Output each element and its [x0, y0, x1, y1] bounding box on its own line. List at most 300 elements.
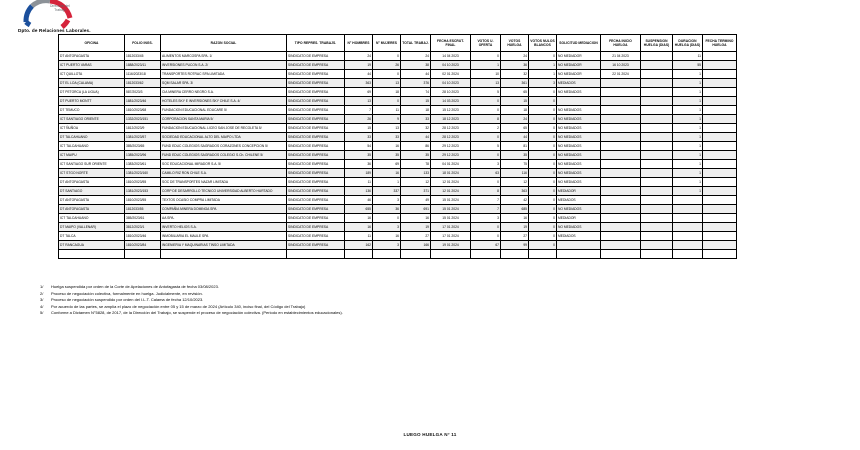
cell-fecha-inicio-huelga: 22 01 2024 [601, 70, 641, 79]
cell-folio: 1888/2023/11 [125, 61, 161, 70]
cell-votos-huelga: 32 [501, 70, 529, 79]
cell-tipo-representacion: SINDICATO DE EMPRESA [287, 61, 345, 70]
cell-solicitud-mediacion: NO MEDIADOS [557, 160, 601, 169]
cell-solicitud-mediacion: NO MEDIADOS [557, 223, 601, 232]
cell-duracion-huelga [673, 205, 703, 214]
cell-oficina: DT MAIPO (VALLENAR) [59, 223, 125, 232]
cell-empty [345, 250, 373, 259]
cell-empty [557, 250, 601, 259]
cell-fecha-inicio-huelga [601, 97, 641, 106]
cell-n-mujeres: 36 [373, 205, 401, 214]
cell-fecha-escrutinio: 04 10 2023 [431, 61, 471, 70]
footnote-text: Por acuerdo de las partes, se amplía el plazo de negociación entre 05 y 15 de marzo de 2024 (Artículo 340, inciso final, del Código del Trabajo) [51, 303, 306, 309]
footnote-text: Proceso de negociación suspendido por orden del I.L.T. Calama de fecha 12/10/2023. [51, 297, 204, 303]
cell-votos-ultima-oferta: 63 [471, 169, 501, 178]
cell-empty [401, 250, 431, 259]
cell-empty [59, 250, 125, 259]
cell-duracion-huelga: 1 [673, 88, 703, 97]
cell-n-mujeres: 3 [373, 223, 401, 232]
cell-oficina: DT SANTIAGO [59, 187, 125, 196]
table-row[interactable] [59, 178, 737, 187]
cell-oficina: ICT MAIPU [59, 151, 125, 160]
cell-duracion-huelga: 1 [673, 160, 703, 169]
cell-oficina: ICT STGO NORTE [59, 169, 125, 178]
cell-fecha-inicio-huelga [601, 169, 641, 178]
cell-total-trabajadores: 376 [401, 79, 431, 88]
cell-razon-social: INVERTO HELIOS S.A. [161, 223, 287, 232]
footnote-text: Proceso de negociación colectiva, formalmente en huelga. Judicialmente, en revisión. [51, 290, 203, 296]
cell-fecha-termino-huelga [703, 115, 737, 124]
cell-fecha-inicio-huelga [601, 205, 641, 214]
cell-votos-huelga: 361 [501, 79, 529, 88]
cell-solicitud-mediacion: NO MEDIADOS [557, 106, 601, 115]
cell-fecha-escrutinio: 15 12 2023 [431, 106, 471, 115]
cell-n-hombres: 26 [345, 115, 373, 124]
cell-empty [471, 250, 501, 259]
cell-tipo-representacion: SINDICATO DE EMPRESA [287, 205, 345, 214]
table-row[interactable] [59, 115, 737, 124]
cell-folio: 1116/2023/18 [125, 70, 161, 79]
cell-razon-social: INMOBILIARIA EL MAULE SPA [161, 232, 287, 241]
cell-votos-ultima-oferta: 0 [471, 151, 501, 160]
cell-fecha-escrutinio: 14 03 2023 [431, 97, 471, 106]
cell-n-mujeres: 0 [373, 70, 401, 79]
cell-votos-huelga: 12 [501, 178, 529, 187]
cell-solicitud-mediacion: MEDIADOS [557, 196, 601, 205]
cell-total-trabajadores: 19 [401, 223, 431, 232]
cell-fecha-escrutinio: 04 10 2023 [431, 79, 471, 88]
cell-fecha-termino-huelga [703, 70, 737, 79]
cell-votos-ultima-oferta: 3 [471, 214, 501, 223]
cell-votos-nulos-blancos: 3 [529, 79, 557, 88]
cell-empty [501, 250, 529, 259]
footnote [40, 284, 830, 291]
cell-duracion-huelga: 1 [673, 133, 703, 142]
cell-total-trabajadores: 16 [401, 214, 431, 223]
cell-n-mujeres: 0 [373, 214, 401, 223]
cell-n-hombres: 15 [345, 124, 373, 133]
cell-fecha-inicio-huelga: 16 10 2023 [601, 61, 641, 70]
table-header [59, 35, 737, 52]
cell-fecha-inicio-huelga [601, 151, 641, 160]
cell-n-hombres: 162 [345, 241, 373, 250]
cell-suspension-huelga [641, 196, 673, 205]
cell-tipo-representacion: SINDICATO DE EMPRESA [287, 178, 345, 187]
cell-fecha-escrutinio: 15 01 2024 [431, 196, 471, 205]
cell-fecha-inicio-huelga [601, 214, 641, 223]
table-row[interactable] [59, 214, 737, 223]
direccion-del-trabajo-logo [18, 0, 82, 30]
cell-duracion-huelga [673, 196, 703, 205]
cell-suspension-huelga [641, 115, 673, 124]
footnote-text: Huelga suspendida por orden de la Corte de Apelaciones de Antofagasta de fecha 03/08/2023. [51, 284, 219, 289]
cell-n-mujeres: 1 [373, 178, 401, 187]
cell-n-hombres: 136 [345, 187, 373, 196]
cell-votos-nulos-blancos: 0 [529, 187, 557, 196]
cell-suspension-huelga [641, 61, 673, 70]
cell-total-trabajadores: 12 [401, 178, 431, 187]
cell-votos-huelga: 81 [501, 142, 529, 151]
col-header-n-hombres: N° HOMBRES [345, 35, 373, 52]
cell-n-hombres: 46 [345, 196, 373, 205]
cell-folio: 3812/2023/1 [125, 223, 161, 232]
cell-suspension-huelga [641, 151, 673, 160]
cell-fecha-termino-huelga [703, 205, 737, 214]
cell-folio: 1810/2023/55 [125, 178, 161, 187]
footnote-index: 1/ [40, 284, 44, 289]
cell-votos-ultima-oferta: 1 [471, 61, 501, 70]
cell-votos-huelga: 685 [501, 205, 529, 214]
cell-empty [287, 250, 345, 259]
table-row[interactable] [59, 61, 737, 70]
cell-n-hombres: 11 [345, 178, 373, 187]
cell-n-mujeres: 16 [373, 142, 401, 151]
cell-suspension-huelga [641, 178, 673, 187]
cell-votos-nulos-blancos: 0 [529, 151, 557, 160]
cell-votos-huelga: 44 [501, 133, 529, 142]
table-row[interactable] [59, 88, 737, 97]
cell-n-hombres: 16 [345, 214, 373, 223]
cell-fecha-termino-huelga [703, 52, 737, 61]
cell-votos-nulos-blancos: 0 [529, 133, 557, 142]
cell-folio: 1812/2023/9 [125, 124, 161, 133]
cell-fecha-inicio-huelga [601, 160, 641, 169]
cell-total-trabajadores: 133 [401, 169, 431, 178]
cell-votos-huelga: 27 [501, 232, 529, 241]
cell-votos-ultima-oferta: 8 [471, 115, 501, 124]
cell-votos-huelga: 75 [501, 160, 529, 169]
cell-votos-ultima-oferta: 0 [471, 133, 501, 142]
cell-suspension-huelga [641, 88, 673, 97]
cell-empty [125, 250, 161, 259]
table-row[interactable] [59, 223, 737, 232]
cell-votos-ultima-oferta: 13 [471, 79, 501, 88]
cell-n-mujeres: 0 [373, 97, 401, 106]
cell-fecha-termino-huelga [703, 169, 737, 178]
cell-oficina: ICT PUERTO VARAS [59, 61, 125, 70]
logo-line-2: Trabajo [54, 8, 66, 13]
cell-fecha-escrutinio: 17 01 2024 [431, 223, 471, 232]
cell-fecha-inicio-huelga [601, 124, 641, 133]
cell-fecha-inicio-huelga [601, 232, 641, 241]
cell-duracion-huelga: 1 [673, 187, 703, 196]
cell-total-trabajadores: 371 [401, 187, 431, 196]
table-row[interactable] [59, 97, 737, 106]
cell-votos-huelga: 35 [501, 151, 529, 160]
cell-votos-ultima-oferta: 3 [471, 160, 501, 169]
cell-duracion-huelga: 1 [673, 169, 703, 178]
cell-total-trabajadores: 15 [401, 97, 431, 106]
cell-total-trabajadores: 49 [401, 196, 431, 205]
department-label: Dpto. de Relaciones Laborales. [18, 28, 91, 33]
table-header-row [59, 35, 737, 52]
cell-votos-nulos-blancos: 0 [529, 52, 557, 61]
cell-n-hombres: 189 [345, 169, 373, 178]
cell-votos-ultima-oferta: 67 [471, 241, 501, 250]
cell-votos-huelga: 65 [501, 88, 529, 97]
footnotes-block [40, 284, 830, 317]
cell-folio: 1385/2023/96 [125, 151, 161, 160]
cell-razon-social: SQM SALAR SPA. 3/ [161, 79, 287, 88]
cell-empty [431, 250, 471, 259]
cell-razon-social: INGENIERIA Y MAQUINARIAS TINSO LIMITADA [161, 241, 287, 250]
cell-votos-nulos-blancos: 0 [529, 178, 557, 187]
cell-suspension-huelga [641, 187, 673, 196]
cell-fecha-escrutinio: 17 01 2024 [431, 232, 471, 241]
table-row[interactable] [59, 52, 737, 61]
cell-razon-social: SOC DE TRANSPORTES NAZAR LIMITADA [161, 178, 287, 187]
cell-total-trabajadores: 18 [401, 106, 431, 115]
cell-suspension-huelga [641, 232, 673, 241]
cell-n-hombres: 36 [345, 160, 373, 169]
table-row[interactable] [59, 142, 737, 151]
cell-razon-social: CAMILO RIZ RON CHILE S.A. [161, 169, 287, 178]
cell-tipo-representacion: SINDICATO DE EMPRESA [287, 52, 345, 61]
cell-votos-ultima-oferta: 0 [471, 97, 501, 106]
cell-fecha-escrutinio: 18 12 2023 [431, 115, 471, 124]
table-row[interactable] [59, 241, 737, 250]
cell-oficina: ICT QUILLOTA [59, 70, 125, 79]
cell-n-mujeres: 9 [373, 115, 401, 124]
cell-tipo-representacion: SINDICATO DE EMPRESA [287, 223, 345, 232]
cell-razon-social: CIA MINERA CERRO NEGRO S.A. [161, 88, 287, 97]
cell-duracion-huelga [673, 214, 703, 223]
cell-fecha-termino-huelga [703, 232, 737, 241]
cell-n-mujeres: 26 [373, 61, 401, 70]
table-row[interactable] [59, 196, 737, 205]
cell-fecha-escrutinio: 15 01 2024 [431, 214, 471, 223]
cell-n-mujeres: 13 [373, 79, 401, 88]
cell-folio: 1381/2023/153 [125, 187, 161, 196]
table-body [59, 52, 737, 259]
cell-folio: 1381/2023/160 [125, 169, 161, 178]
table-row-empty [59, 250, 737, 259]
cell-votos-huelga: 16 [501, 214, 529, 223]
cell-suspension-huelga [641, 214, 673, 223]
cell-n-mujeres: 3 [373, 241, 401, 250]
report-table-wrapper [58, 34, 737, 259]
cell-tipo-representacion: SINDICATO DE EMPRESA [287, 97, 345, 106]
cell-votos-huelga: 42 [501, 196, 529, 205]
cell-votos-nulos-blancos: 1 [529, 70, 557, 79]
cell-suspension-huelga [641, 205, 673, 214]
table-row[interactable] [59, 151, 737, 160]
cell-empty [673, 250, 703, 259]
cell-fecha-termino-huelga [703, 106, 737, 115]
cell-votos-ultima-oferta: 8 [471, 187, 501, 196]
cell-solicitud-mediacion: NO MEDIADOS [557, 178, 601, 187]
cell-suspension-huelga [641, 160, 673, 169]
table-row[interactable] [59, 106, 737, 115]
cell-razon-social: TRANSPORTES ROTRAC SPA LIMITADA [161, 70, 287, 79]
cell-fecha-escrutinio: 28 10 2023 [431, 88, 471, 97]
cell-votos-ultima-oferta: 0 [471, 52, 501, 61]
cell-n-mujeres: 33 [373, 133, 401, 142]
cell-folio: 1810/2023/55 [125, 196, 161, 205]
cell-suspension-huelga [641, 133, 673, 142]
cell-solicitud-mediacion: NO MEDIADOS [557, 115, 601, 124]
cell-n-hombres: 54 [345, 142, 373, 151]
cell-solicitud-mediacion: NO MEDIADOS [557, 205, 601, 214]
cell-fecha-termino-huelga [703, 88, 737, 97]
cell-duracion-huelga: 1 [673, 115, 703, 124]
cell-folio: 385/2023/65 [125, 142, 161, 151]
cell-votos-ultima-oferta: 0 [471, 178, 501, 187]
table-row[interactable] [59, 70, 737, 79]
cell-votos-huelga: 18 [501, 106, 529, 115]
cell-duracion-huelga: 1 [673, 70, 703, 79]
table-row[interactable] [59, 232, 737, 241]
cell-razon-social: HOTELES SKY E INVERSIONES SKY CHILE S.A. 4/ [161, 97, 287, 106]
cell-fecha-inicio-huelga [601, 79, 641, 88]
cell-n-mujeres: 35 [373, 151, 401, 160]
cell-fecha-escrutinio: 19 01 2024 [431, 241, 471, 250]
cell-empty [373, 250, 401, 259]
cell-n-mujeres: 16 [373, 169, 401, 178]
col-header-suspension-huelga: SUSPENSION HUELGA (DIAS) [641, 35, 673, 52]
cell-fecha-termino-huelga [703, 151, 737, 160]
cell-razon-social: FUNDACION EDUCACIONAL EDUCARE 5/ [161, 106, 287, 115]
cell-votos-huelga: 36 [501, 61, 529, 70]
footnote-index: 3/ [40, 297, 44, 303]
cell-duracion-huelga: 11 [673, 52, 703, 61]
cell-votos-nulos-blancos: 0 [529, 205, 557, 214]
cell-razon-social: SOCIEDAD EDUCACIONAL ALTO DEL MAIPO LTDA [161, 133, 287, 142]
footnote [40, 310, 830, 317]
cell-razon-social: ALIMENTOS MARCOSPA SPA. 1/ [161, 52, 287, 61]
cell-votos-ultima-oferta: 7 [471, 196, 501, 205]
cell-votos-nulos-blancos: 0 [529, 169, 557, 178]
cell-solicitud-mediacion: MEDIADOS [557, 232, 601, 241]
cell-oficina: ICT TALCAHUANO [59, 214, 125, 223]
cell-n-mujeres: 337 [373, 187, 401, 196]
table-row[interactable] [59, 187, 737, 196]
cell-votos-nulos-blancos: 0 [529, 115, 557, 124]
cell-solicitud-mediacion [557, 241, 601, 250]
cell-votos-nulos-blancos: 0 [529, 142, 557, 151]
table-row[interactable] [59, 205, 737, 214]
col-header-fecha-escrutinio: FECHA ESCRUT. FINAL [431, 35, 471, 52]
cell-suspension-huelga [641, 142, 673, 151]
table-row[interactable] [59, 133, 737, 142]
cell-total-trabajadores: 78 [401, 160, 431, 169]
cell-fecha-termino-huelga [703, 178, 737, 187]
cell-n-hombres: 69 [345, 88, 373, 97]
cell-fecha-inicio-huelga [601, 187, 641, 196]
table-row[interactable] [59, 169, 737, 178]
cell-folio: 1810/2023/46 [125, 232, 161, 241]
cell-suspension-huelga [641, 70, 673, 79]
col-header-fecha-inicio-huelga: FECHA INICIO HUELGA [601, 35, 641, 52]
col-header-fecha-termino-huelga: FECHA TERMINO HUELGA [703, 35, 737, 52]
cell-tipo-representacion: SINDICATO DE EMPRESA [287, 106, 345, 115]
cell-votos-nulos-blancos: 0 [529, 97, 557, 106]
cell-folio: 1383/2023/61 [125, 160, 161, 169]
cell-duracion-huelga: 1 [673, 142, 703, 151]
cell-votos-ultima-oferta: 0 [471, 223, 501, 232]
cell-votos-ultima-oferta: 10 [471, 70, 501, 79]
cell-tipo-representacion: SINDICATO DE EMPRESA [287, 187, 345, 196]
cell-n-hombres: 35 [345, 151, 373, 160]
cell-tipo-representacion: SINDICATO DE EMPRESA [287, 160, 345, 169]
cell-votos-ultima-oferta: 0 [471, 106, 501, 115]
cell-total-trabajadores: 24 [401, 52, 431, 61]
cell-total-trabajadores: 38 [401, 61, 431, 70]
cell-solicitud-mediacion: NO MEDIADOS [557, 88, 601, 97]
cell-votos-nulos-blancos: 0 [529, 196, 557, 205]
cell-duracion-huelga: 1 [673, 97, 703, 106]
cell-duracion-huelga: 1 [673, 151, 703, 160]
cell-n-mujeres: 11 [373, 106, 401, 115]
cell-fecha-termino-huelga [703, 142, 737, 151]
cell-votos-nulos-blancos: 1 [529, 61, 557, 70]
cell-folio: 1332/2023/151 [125, 115, 161, 124]
cell-fecha-escrutinio: 28 12 2023 [431, 124, 471, 133]
cell-solicitud-mediacion: MEDIADOR [557, 214, 601, 223]
cell-tipo-representacion: SINDICATO DE EMPRESA [287, 115, 345, 124]
cell-solicitud-mediacion: NO MEDIADOS [557, 151, 601, 160]
cell-fecha-inicio-huelga [601, 196, 641, 205]
table-row[interactable] [59, 160, 737, 169]
cell-folio: 1881/2023/46 [125, 97, 161, 106]
cell-oficina: DT EL LOA (CALAMA) [59, 79, 125, 88]
cell-fecha-inicio-huelga [601, 142, 641, 151]
cell-fecha-inicio-huelga: 21 04 2023 [601, 52, 641, 61]
cell-solicitud-mediacion [557, 97, 601, 106]
cell-suspension-huelga [641, 79, 673, 88]
cell-votos-nulos-blancos: 0 [529, 232, 557, 241]
cell-razon-social: CORPORACION SANTA MARIA 5/ [161, 115, 287, 124]
table-row[interactable] [59, 79, 737, 88]
cell-fecha-escrutinio: 29 12 2023 [431, 142, 471, 151]
cell-fecha-inicio-huelga [601, 106, 641, 115]
cell-fecha-termino-huelga [703, 133, 737, 142]
cell-fecha-inicio-huelga [601, 241, 641, 250]
cell-oficina: DT RANCAGUA [59, 241, 125, 250]
cell-solicitud-mediacion: NO MEDIADOS [557, 124, 601, 133]
cell-razon-social: TEXTOS OCASIO COMPRA LIMITADA [161, 196, 287, 205]
cell-n-mujeres: 16 [373, 232, 401, 241]
cell-votos-ultima-oferta: 0 [471, 232, 501, 241]
cell-votos-nulos-blancos: 0 [529, 241, 557, 250]
col-header-solicitud-mediacion: SOLICITUD MEDIACION [557, 35, 601, 52]
table-row[interactable] [59, 124, 737, 133]
cell-fecha-escrutinio: 14 04 2023 [431, 52, 471, 61]
cell-oficina: DT PUERTO MONTT [59, 97, 125, 106]
cell-votos-huelga: 116 [501, 169, 529, 178]
footnote [40, 304, 830, 311]
cell-suspension-huelga [641, 52, 673, 61]
cell-votos-nulos-blancos: 0 [529, 214, 557, 223]
cell-total-trabajadores: 74 [401, 88, 431, 97]
cell-total-trabajadores: 166 [401, 241, 431, 250]
page-footer-label: LUEGO HUELGA N° 11 [403, 432, 457, 437]
cell-tipo-representacion: SINDICATO DE EMPRESA [287, 196, 345, 205]
cell-oficina: DT ANTOFAGASTA [59, 205, 125, 214]
cell-fecha-termino-huelga [703, 214, 737, 223]
cell-fecha-escrutinio: 12 01 2024 [431, 178, 471, 187]
cell-fecha-inicio-huelga [601, 88, 641, 97]
cell-fecha-inicio-huelga [601, 133, 641, 142]
cell-oficina: DT TEMUCO [59, 106, 125, 115]
cell-duracion-huelga [673, 241, 703, 250]
cell-votos-nulos-blancos: 0 [529, 124, 557, 133]
cell-tipo-representacion: SINDICATO DE EMPRESA [287, 142, 345, 151]
cell-empty [161, 250, 287, 259]
cell-oficina: DT TALCAHUANO [59, 133, 125, 142]
cell-suspension-huelga [641, 124, 673, 133]
cell-n-hombres: 24 [345, 52, 373, 61]
